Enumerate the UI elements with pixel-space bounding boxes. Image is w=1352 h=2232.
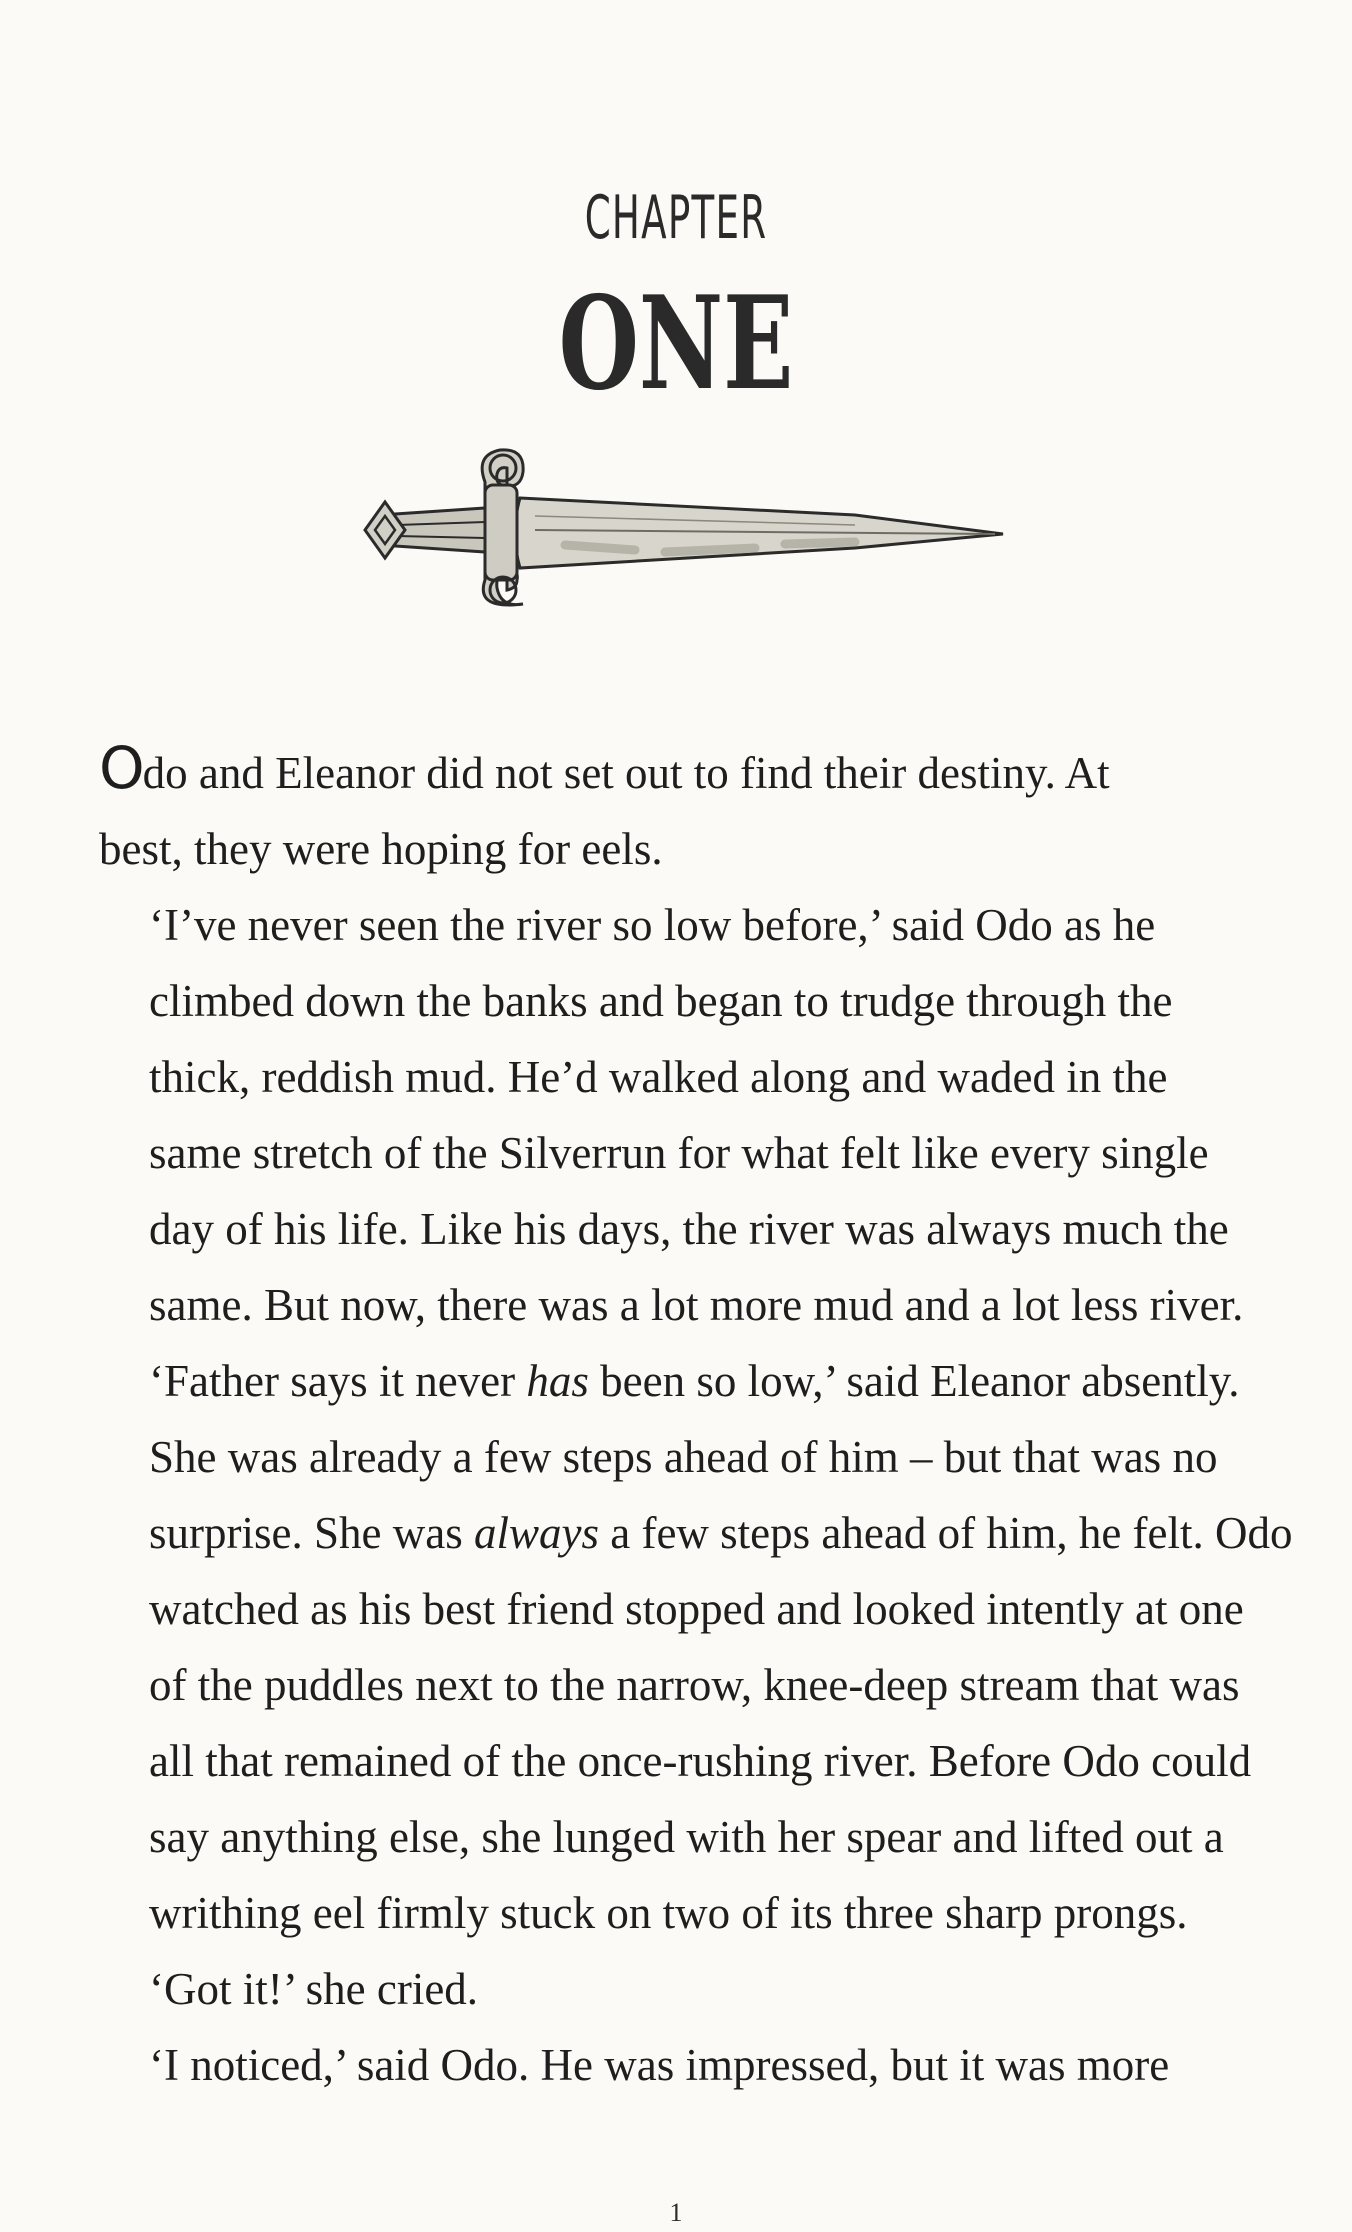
dagger-icon xyxy=(335,440,1025,615)
chapter-body xyxy=(99,730,1293,2103)
page-number: 1 xyxy=(669,2198,683,2227)
chapter-label: CHAPTER xyxy=(584,183,768,253)
paragraph-1: Odo and Eleanor did not set out to find their destiny. At best, they were hoping for eels. xyxy=(99,734,1110,874)
chapter-number: ONE xyxy=(558,269,794,419)
paragraph-2: ‘I’ve never seen the river so low before,’ said Odo as he climbed down the banks and began to trudge through the thick, reddish mud. He’d walked along and waded in the same stretch of the Silverrun for what felt like every single day of his life. Like his days, the river was always much the same. But now, there was a lot more mud and a lot less river. xyxy=(149,900,1244,1330)
drop-cap: O xyxy=(99,734,143,802)
paragraph-3: ‘Father says it never has been so low,’ said Eleanor absently. She was already a few steps ahead of him – but that was no surprise. She was always a few steps ahead of him, he felt. Odo watched as his best friend stopped and looked intently at one of the puddles next to the narrow, knee-deep stream that was all that remained of the once-rushing river. Before Odo could say anything else, she lunged with her spear and lifted out a writhing eel firmly stuck on two of its three sharp prongs. xyxy=(149,1356,1293,1938)
paragraph-5: ‘I noticed,’ said Odo. He was impressed, but it was more xyxy=(149,2040,1170,2090)
paragraph-4: ‘Got it!’ she cried. xyxy=(149,1964,479,2014)
